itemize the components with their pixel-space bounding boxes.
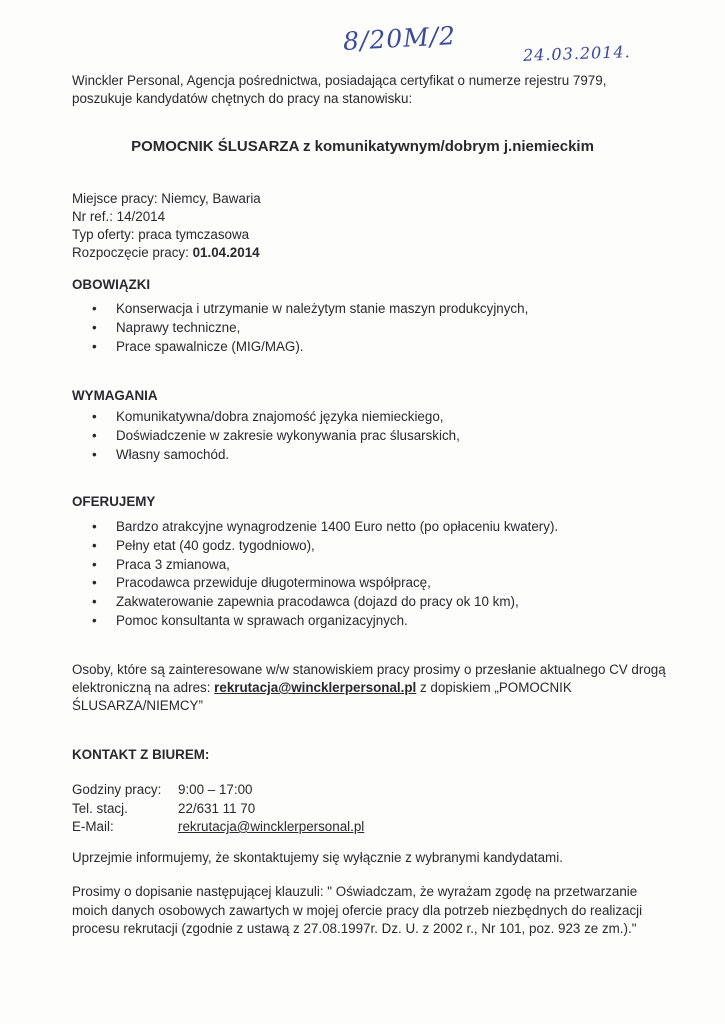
- list-item: • Doświadczenie w zakresie wykonywania prac ślusarskich,: [92, 427, 460, 446]
- hours-label: Godziny pracy:: [72, 782, 162, 797]
- offer-heading: OFERUJEMY: [72, 494, 156, 509]
- list-item: • Własny samochód.: [92, 446, 460, 465]
- application-paragraph: [72, 661, 672, 715]
- duties-heading: OBOWIĄZKI: [72, 277, 151, 292]
- start-date-line: [72, 244, 261, 262]
- start-date-value: 01.04.2014: [192, 245, 260, 260]
- job-meta: [72, 190, 261, 262]
- application-email-link[interactable]: rekrutacja@wincklerpersonal.pl: [214, 680, 417, 695]
- list-item: • Pomoc konsultanta w sprawach organizacyjnych.: [92, 612, 558, 631]
- consent-paragraph: Prosimy o dopisanie następującej klauzuli: " Oświadczam, że wyrażam zgodę na przetwarzanie moich danych osobowych zawartych w mojej ofercie pracy dla potrzeb niezbędnych do realizacji procesu rekrutacji (zgodnie z ustawą z 27.08.1997r. Dz. U. z 2002 r., Nr 101, poz. 923 ze zm.).": [72, 884, 643, 936]
- list-item: • Praca 3 zmianowa,: [92, 556, 558, 575]
- job-title: POMOCNIK ŚLUSARZA z komunikatywnym/dobrym j.niemieckim: [131, 138, 594, 155]
- reference-number: Nr ref.: 14/2014: [72, 209, 166, 224]
- start-date-label: Rozpoczęcie pracy:: [72, 245, 193, 260]
- application-text: Osoby, które są zainteresowane w/w stanowiskiem pracy prosimy o przesłanie aktualnego CV drogą elektroniczną na adres:: [72, 662, 666, 695]
- list-item: • Pracodawca przewiduje długoterminowa współpracę,: [92, 574, 558, 593]
- duties-list: [92, 300, 528, 356]
- contact-details: [72, 781, 364, 837]
- requirements-list: [92, 408, 460, 464]
- contact-heading: KONTAKT Z BIUREM:: [72, 747, 210, 762]
- intro-paragraph: Winckler Personal, Agencja pośrednictwa, posiadająca certyfikat o numerze rejestru 7979, poszukuje kandydatów chętnych do pracy na stanowisku:: [72, 73, 607, 106]
- list-item: • Konserwacja i utrzymanie w należytym stanie maszyn produkcyjnych,: [92, 300, 528, 319]
- contact-email-link[interactable]: rekrutacja@wincklerpersonal.pl: [178, 819, 365, 834]
- application-text-after: z dopiskiem „POMOCNIK ŚLUSARZA/NIEMCY”: [72, 680, 572, 713]
- handwritten-date: 24.03.2014.: [522, 42, 632, 65]
- list-item: • Bardzo atrakcyjne wynagrodzenie 1400 Euro netto (po opłaceniu kwatery).: [92, 518, 558, 537]
- contact-email-row: [72, 818, 364, 837]
- list-item: • Naprawy techniczne,: [92, 319, 528, 338]
- list-item: • Prace spawalnicze (MIG/MAG).: [92, 338, 528, 357]
- phone-label: Tel. stacj.: [72, 800, 128, 816]
- notice-paragraph: Uprzejmie informujemy, że skontaktujemy się wyłącznie z wybranymi kandydatami.: [72, 850, 563, 865]
- phone-value: 22/631 11 70: [178, 800, 256, 816]
- list-item: • Komunikatywna/dobra znajomość języka niemieckiego,: [92, 408, 460, 427]
- offer-list: [92, 518, 558, 631]
- offer-type: Typ oferty: praca tymczasowa: [72, 227, 250, 242]
- requirements-heading: WYMAGANIA: [72, 388, 158, 403]
- handwritten-reference: 8/20M/2: [342, 21, 457, 56]
- list-item: • Zakwaterowanie zapewnia pracodawca (dojazd do pracy ok 10 km),: [92, 593, 558, 612]
- work-place: Miejsce pracy: Niemcy, Bawaria: [72, 191, 261, 206]
- email-label: E-Mail:: [72, 819, 114, 834]
- hours-value: 9:00 – 17:00: [178, 782, 253, 797]
- list-item: • Pełny etat (40 godz. tygodniowo),: [92, 537, 558, 556]
- contact-hours-row: [72, 781, 364, 800]
- contact-phone-row: [72, 800, 364, 819]
